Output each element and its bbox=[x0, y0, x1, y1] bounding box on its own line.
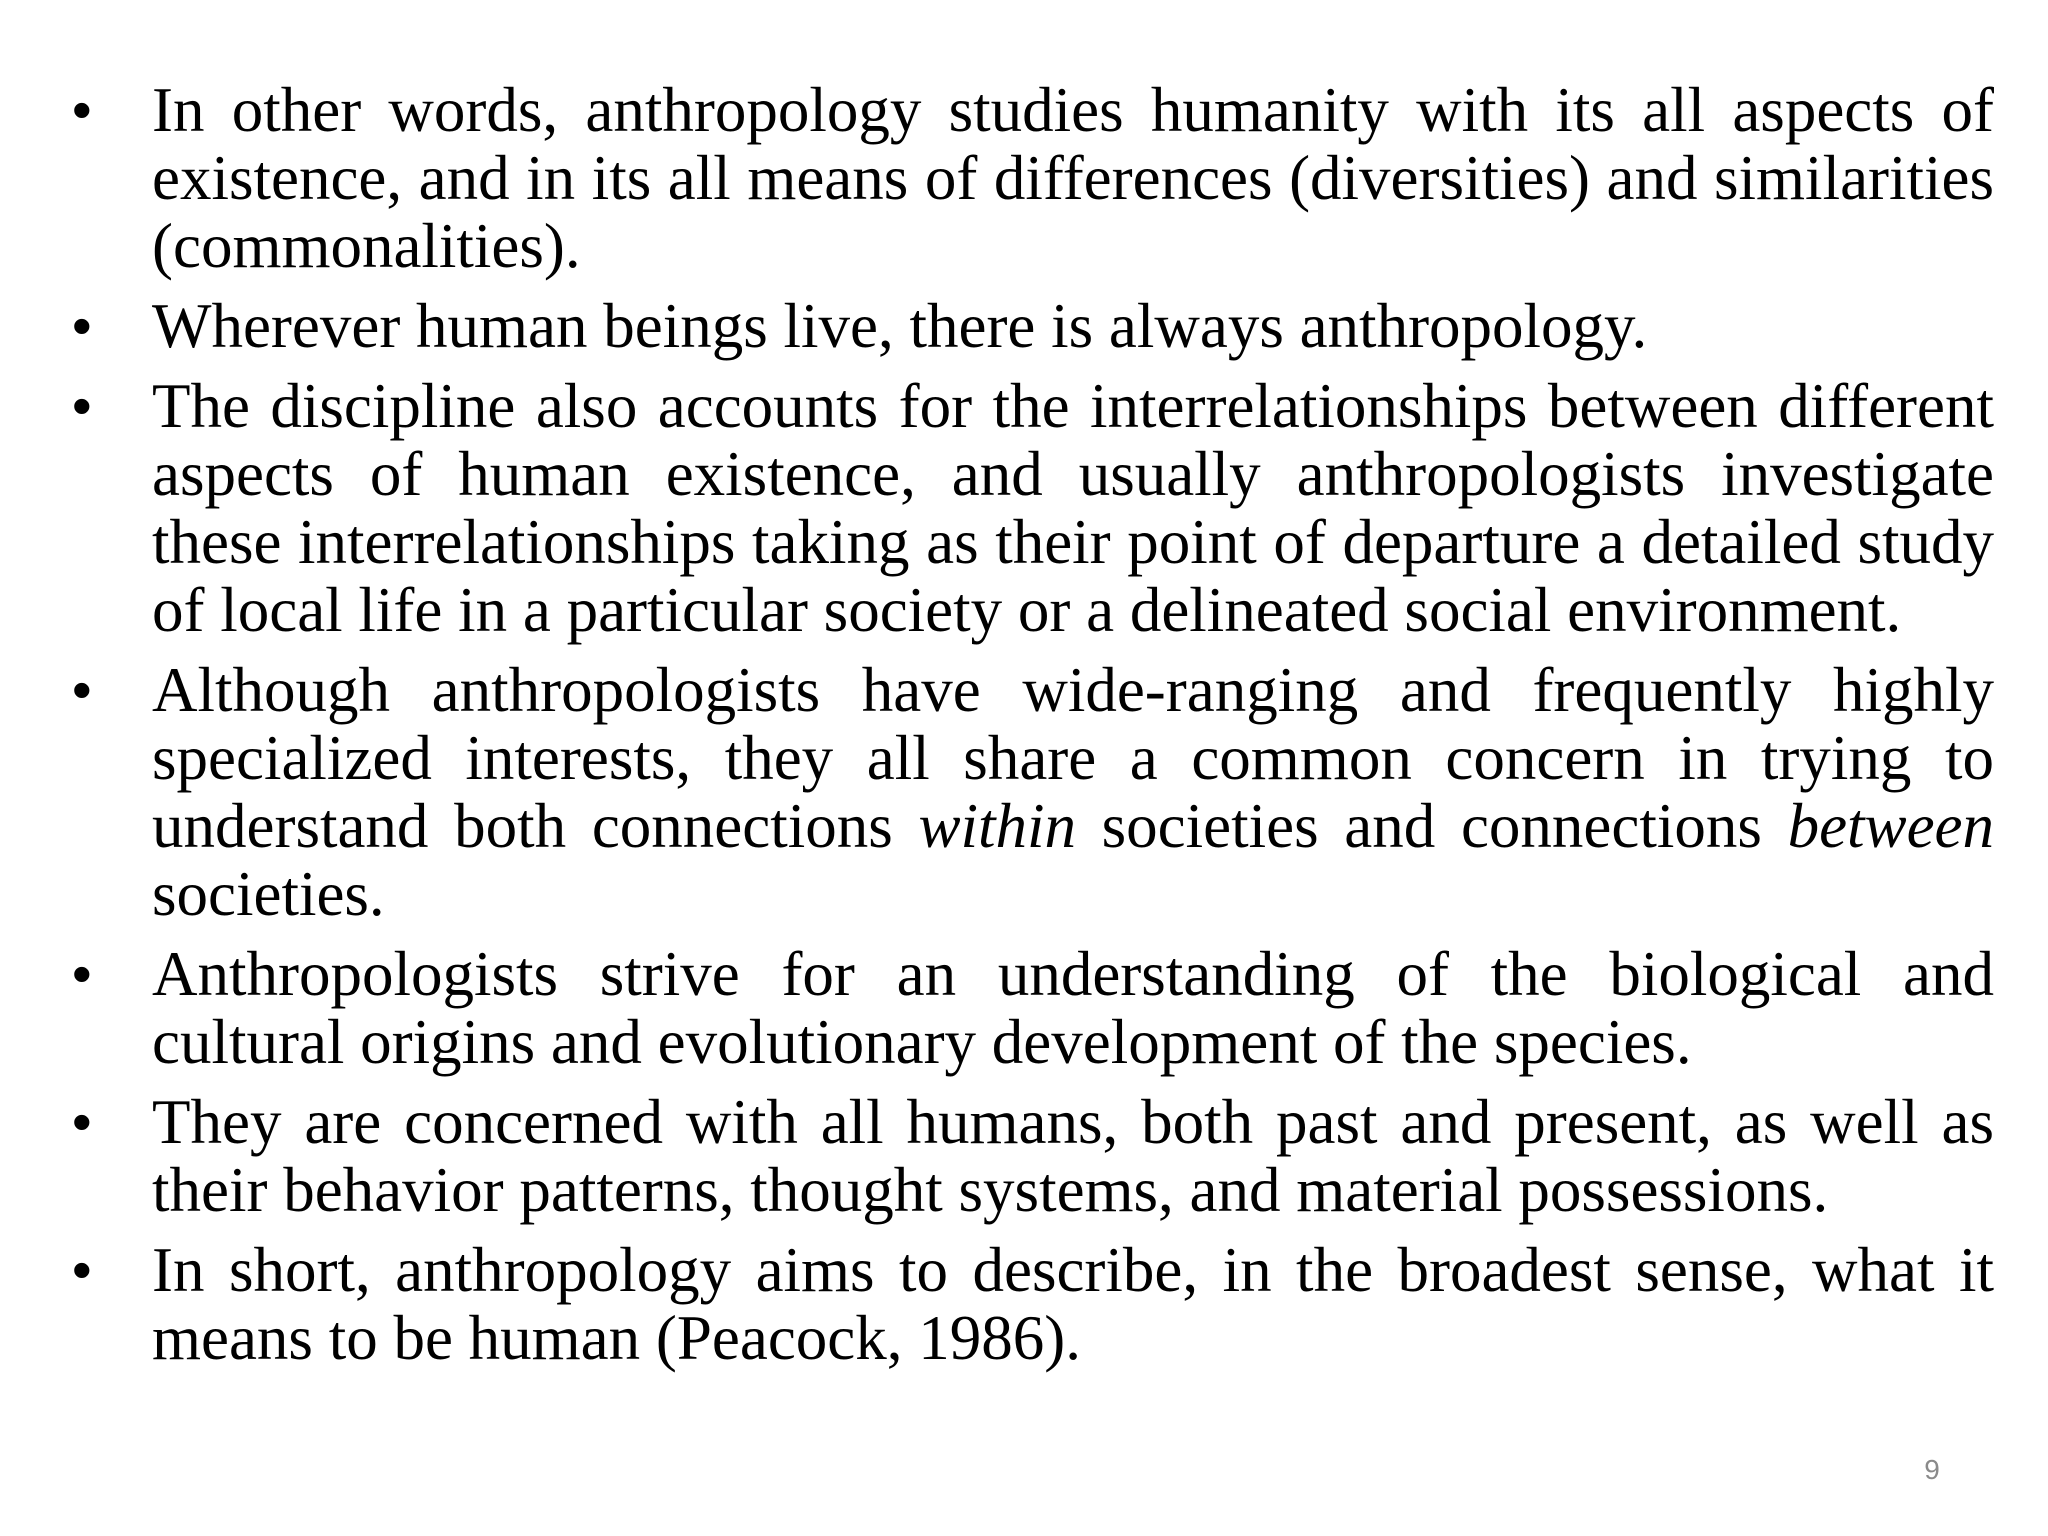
emphasis-between: between bbox=[1787, 791, 1994, 861]
bullet-text: Wherever human beings live, there is always anthropology. bbox=[152, 291, 1648, 361]
bullet-item bbox=[0, 292, 1994, 360]
bullet-dot: • bbox=[72, 78, 92, 141]
bullet-text-part: societies and connections bbox=[1075, 791, 1788, 861]
bullet-text: In other words, anthropology studies humanity with its all aspects of existence, and in its all means of differences (diversities) and similarities (commonalities). bbox=[152, 75, 1994, 281]
bullet-item bbox=[0, 940, 1994, 1076]
bullet-item bbox=[0, 1088, 1994, 1224]
emphasis-within: within bbox=[918, 791, 1076, 861]
bullet-dot: • bbox=[72, 942, 92, 1005]
bullet-item bbox=[0, 656, 1994, 928]
bullet-item bbox=[0, 76, 1994, 280]
bullet-dot: • bbox=[72, 1238, 92, 1301]
bullet-text: Anthropologists strive for an understanding of the biological and cultural origins and evolutionary development of the species. bbox=[152, 939, 1994, 1077]
bullet-text: The discipline also accounts for the interrelationships between different aspects of human existence, and usually anthropologists investigate these interrelationships taking as their point of departure a detailed study of local life in a particular society or a delineated social environment. bbox=[152, 371, 1994, 645]
bullet-item bbox=[0, 1236, 1994, 1372]
bullet-dot: • bbox=[72, 1090, 92, 1153]
bullet-list bbox=[0, 76, 2048, 1384]
bullet-item bbox=[0, 372, 1994, 644]
bullet-dot: • bbox=[72, 374, 92, 437]
bullet-text-part: societies. bbox=[152, 859, 385, 929]
bullet-text: In short, anthropology aims to describe, in the broadest sense, what it means to be human (Peacock, 1986). bbox=[152, 1235, 1994, 1373]
page-number: 9 bbox=[1924, 1454, 1940, 1485]
bullet-text-part: Although anthropologists have wide-ranging and frequently highly specialized interests, they all share a common concern in trying to understand both connections bbox=[152, 655, 1994, 861]
bullet-dot: • bbox=[72, 658, 92, 721]
bullet-dot: • bbox=[72, 294, 92, 357]
bullet-text: They are concerned with all humans, both past and present, as well as their behavior patterns, thought systems, and material possessions. bbox=[152, 1087, 1994, 1225]
